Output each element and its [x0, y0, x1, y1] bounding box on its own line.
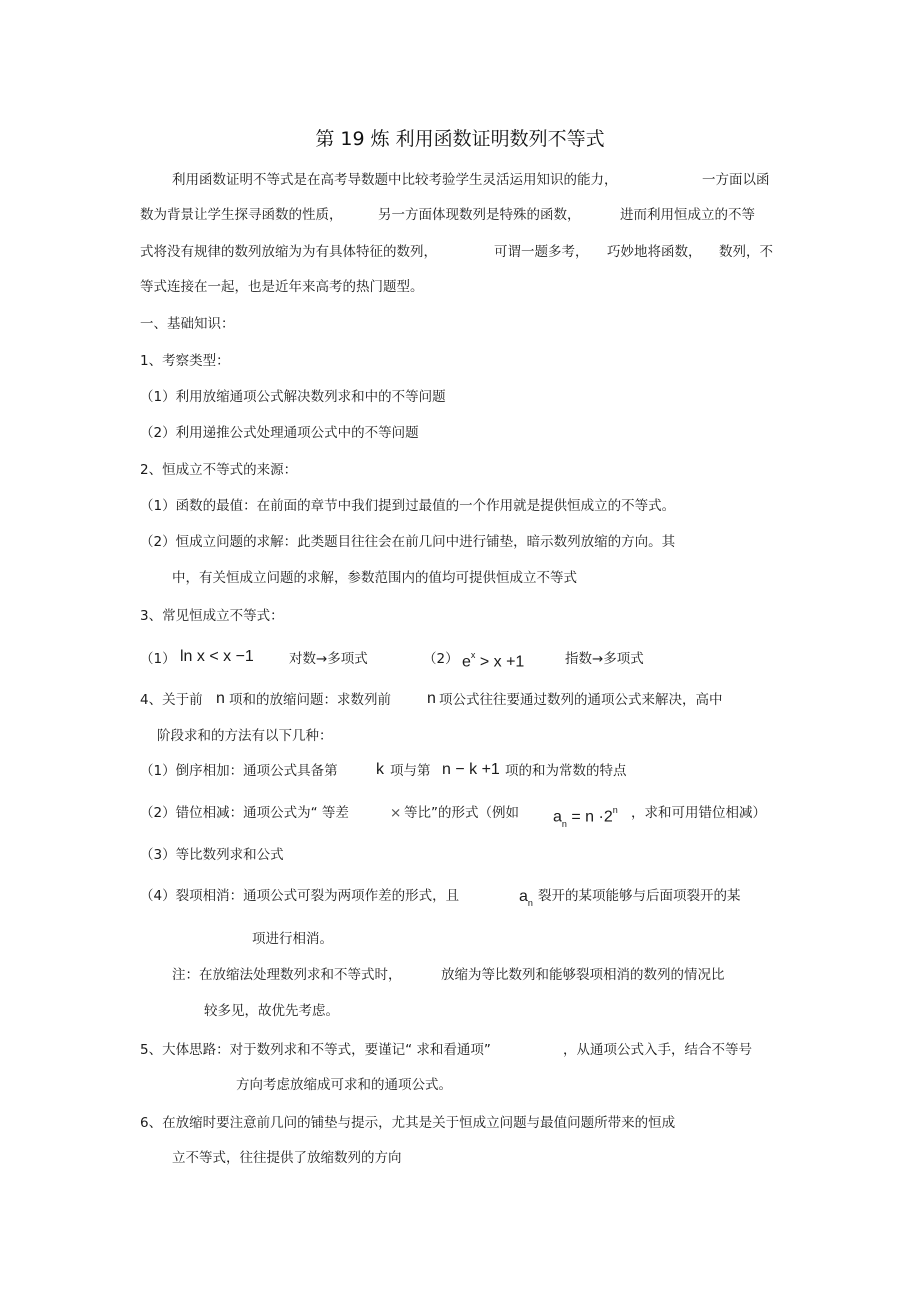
note-line-c: 较多见，故优先考虑。 — [204, 1003, 339, 1019]
item4-heading-c: 项公式往往要通过数列的通项公式来解决，高中 — [439, 692, 723, 708]
intro-line-3c: 巧妙地将函数， — [607, 244, 702, 260]
item2-heading: 2、恒成立不等式的来源： — [140, 462, 298, 478]
intro-line-2b: 另一方面体现数列是特殊的函数， — [378, 207, 581, 223]
item4-s4-formula: $a_n$ — [519, 888, 533, 909]
item4-s4-c: 项进行相消。 — [252, 931, 333, 947]
item2-sub-2b: 中，有关恒成立问题的求解，参数范围内的值均可提供恒成立不等式 — [172, 570, 577, 586]
intro-line-3a: 式将没有规律的数列放缩为为有具体特征的数列， — [140, 244, 437, 260]
item1-sub-2: （2）利用递推公式处理通项公式中的不等问题 — [140, 425, 419, 441]
item5-b: ，从通项公式入手，结合不等号 — [563, 1042, 752, 1058]
intro-line-2a: 数为背景让学生探寻函数的性质， — [140, 207, 343, 223]
item4-s3: （3）等比数列求和公式 — [140, 847, 284, 863]
item4-s2-a: （2）错位相减：通项公式为“ 等差 — [140, 805, 349, 821]
page-title: 第 19 炼 利用函数证明数列不等式 — [315, 128, 605, 150]
item4-s1-formula: n − k +1 — [442, 761, 500, 778]
item3-p1-label: （1） — [140, 651, 176, 667]
item1-sub-1: （1）利用放缩通项公式解决数列求和中的不等问题 — [140, 389, 446, 405]
intro-line-3b: 可谓一题多考， — [494, 244, 589, 260]
item4-s2-formula: $a_n = n \cdot 2^n$ — [553, 805, 618, 829]
item6-a: 6、在放缩时要注意前几问的铺垫与提示，尤其是关于恒成立问题与最值问题所带来的恒成 — [140, 1115, 676, 1131]
intro-line-2c: 进而利用恒成立的不等 — [620, 207, 755, 223]
item4-s4-b: 裂开的某项能够与后面项裂开的某 — [538, 888, 741, 904]
intro-line-1a: 利用函数证明不等式是在高考导数题中比较考验学生灵活运用知识的能力， — [172, 172, 618, 188]
item4-heading-n1: n — [216, 690, 225, 707]
item3-heading: 3、常见恒成立不等式： — [140, 608, 284, 624]
intro-line-3d: 数列，不 — [719, 244, 773, 260]
item3-p2-desc: 指数→多项式 — [565, 651, 644, 667]
item4-heading-b: 项和的放缩问题：求数列前 — [229, 692, 391, 708]
intro-line-4: 等式连接在一起，也是近年来高考的热门题型。 — [140, 279, 424, 295]
note-line-b: 放缩为等比数列和能够裂项相消的数列的情况比 — [441, 967, 725, 983]
item2-sub-2a: （2）恒成立问题的求解：此类题目往往会在前几问中进行铺垫，暗示数列放缩的方向。其 — [140, 534, 676, 550]
intro-line-1b: 一方面以函 — [702, 172, 770, 188]
item4-heading-a: 4、关于前 — [140, 692, 203, 708]
item3-p1-formula: ln x < x −1 — [180, 648, 254, 665]
item4-s1-b: 项与第 — [390, 763, 431, 779]
item4-heading-d: 阶段求和的方法有以下几种： — [157, 728, 333, 744]
item4-s1-k: k — [376, 761, 384, 778]
item4-s4-a: （4）裂项相消：通项公式可裂为两项作差的形式，且 — [140, 888, 460, 904]
item4-s1-a: （1）倒序相加：通项公式具备第 — [140, 763, 338, 779]
item3-p2-formula: $e^x > x +1$ — [462, 650, 525, 671]
item3-p1-desc: 对数→多项式 — [289, 651, 368, 667]
item3-p2-label: （2） — [423, 651, 459, 667]
note-line-a: 注：在放缩法处理数列求和不等式时， — [172, 967, 402, 983]
item4-s1-c: 项的和为常数的特点 — [505, 763, 627, 779]
item4-heading-n2: n — [427, 690, 436, 707]
item5-c: 方向考虑放缩成可求和的通项公式。 — [236, 1077, 452, 1093]
item4-s2-c: ，求和可用错位相减） — [631, 805, 766, 821]
item6-b: 立不等式，往往提供了放缩数列的方向 — [172, 1150, 402, 1166]
item4-s2-times: × — [390, 805, 402, 821]
item2-sub-1: （1）函数的最值：在前面的章节中我们提到过最值的一个作用就是提供恒成立的不等式。 — [140, 498, 676, 514]
item5-a: 5、大体思路：对于数列求和不等式，要谨记“ 求和看通项” — [140, 1042, 491, 1058]
section-heading: 一、基础知识： — [140, 316, 235, 332]
item1-heading: 1、考察类型： — [140, 353, 230, 369]
item4-s2-b: 等比”的形式（例如 — [404, 805, 519, 821]
